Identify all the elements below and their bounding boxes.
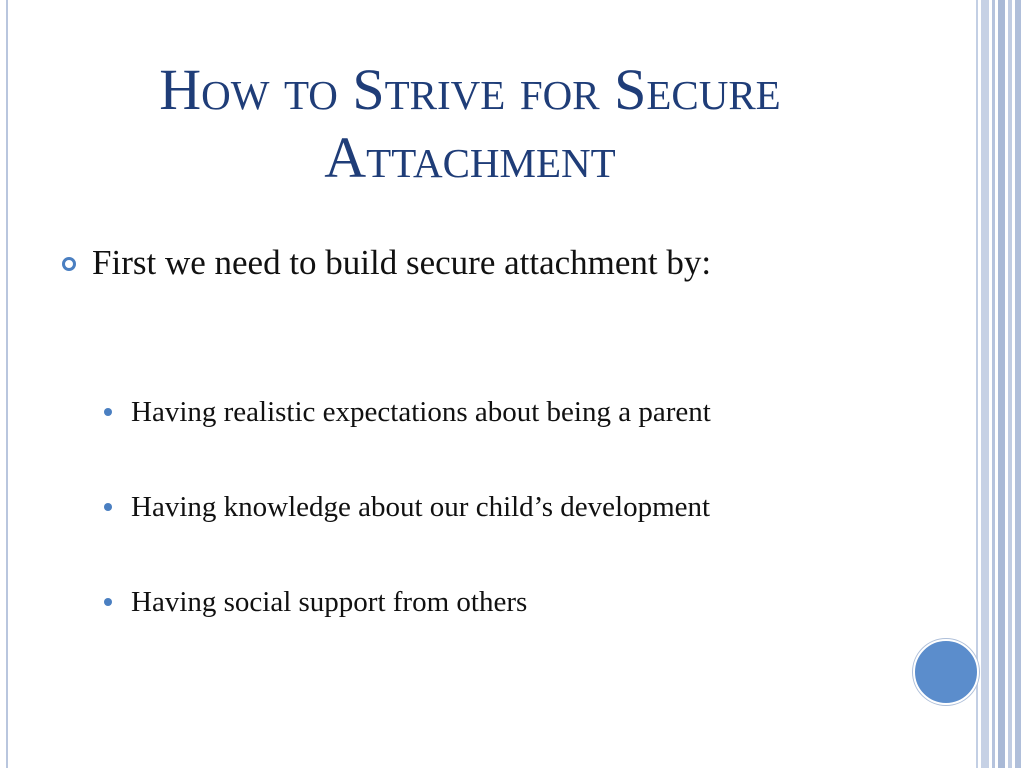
dot-bullet-icon — [104, 598, 112, 606]
dot-bullet-icon — [104, 503, 112, 511]
sub-bullet-item — [104, 487, 844, 527]
main-bullet-text: First we need to build secure attachment by: — [92, 243, 712, 282]
sub-bullet-text: Having social support from others — [131, 586, 528, 618]
decorative-stripe — [976, 0, 978, 768]
left-border-rule — [6, 0, 8, 768]
slide-title: How to Strive for Secure Attachment — [159, 57, 781, 190]
sub-bullet-list — [104, 392, 844, 622]
sub-bullet-text: Having knowledge about our child’s development — [131, 491, 711, 523]
decorative-stripe — [1015, 0, 1021, 768]
decorative-stripe — [998, 0, 1005, 768]
sub-bullet-text: Having realistic expectations about being a parent — [131, 396, 711, 428]
ring-bullet-icon — [62, 257, 76, 271]
dot-bullet-icon — [104, 408, 112, 416]
decorative-stripe — [981, 0, 989, 768]
sub-bullet-item — [104, 392, 844, 432]
main-bullet — [62, 240, 872, 286]
sub-bullet-item — [104, 582, 844, 622]
decorative-circle — [913, 639, 979, 705]
decorative-stripe — [992, 0, 995, 768]
decorative-stripe — [1008, 0, 1012, 768]
